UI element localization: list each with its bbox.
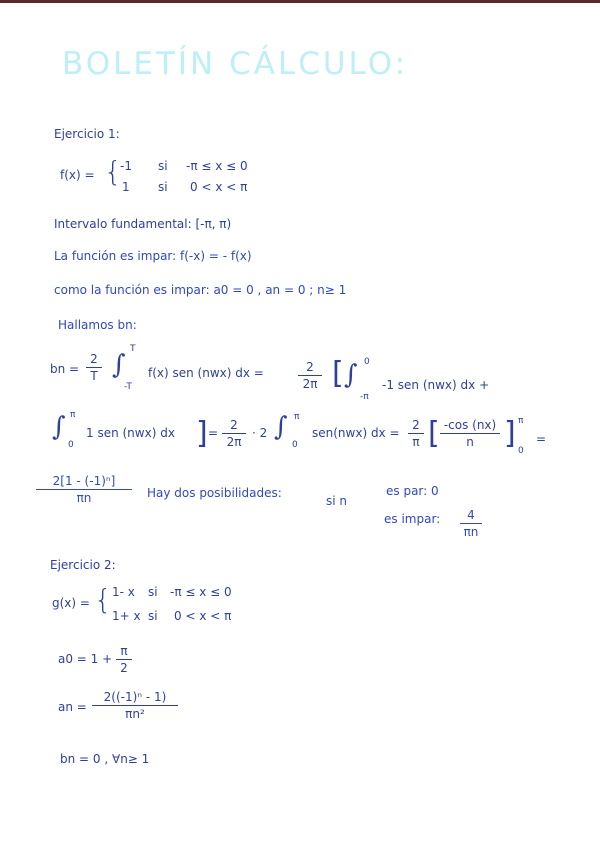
exercise-1-heading: Ejercicio 1: bbox=[54, 127, 120, 141]
exercise-2-heading: Ejercicio 2: bbox=[50, 558, 116, 572]
g-case1-condition: -π ≤ x ≤ 0 bbox=[170, 585, 232, 599]
close-bracket: ] bbox=[504, 416, 516, 451]
integral-sign: ∫ bbox=[274, 412, 288, 442]
integral-upper-limit: T bbox=[130, 344, 136, 354]
g-definition-lhs: g(x) = bbox=[52, 596, 90, 610]
f-definition-lhs: f(x) = bbox=[60, 168, 95, 182]
integral-sign: ∫ bbox=[344, 360, 358, 390]
denominator: πn bbox=[76, 491, 92, 505]
integral-upper-limit: π bbox=[70, 410, 76, 420]
fraction-an bbox=[92, 690, 178, 721]
case-even: es par: 0 bbox=[386, 484, 439, 498]
f-case1-condition: -π ≤ x ≤ 0 bbox=[186, 159, 248, 173]
g-case2-condition: 0 < x < π bbox=[174, 609, 232, 623]
fraction-pi-over-2 bbox=[116, 644, 132, 675]
a0-lhs: a0 = 1 + bbox=[58, 652, 113, 666]
odd-function-line: La función es impar: f(-x) = - f(x) bbox=[54, 249, 252, 263]
numerator: 2((-1)ⁿ - 1) bbox=[103, 690, 167, 704]
case-odd: es impar: bbox=[384, 512, 441, 526]
numerator: 4 bbox=[467, 508, 475, 522]
denominator: 2 bbox=[120, 661, 128, 675]
denominator: π bbox=[412, 435, 420, 449]
fraction-2-over-T bbox=[86, 352, 102, 383]
denominator: 2π bbox=[226, 435, 242, 449]
integral-lower-limit: 0 bbox=[292, 440, 298, 450]
g-case2-si: si bbox=[148, 609, 158, 623]
integral-lower-limit: -T bbox=[124, 382, 132, 392]
times-2: · 2 bbox=[252, 426, 268, 440]
bn-lhs: bn = bbox=[50, 362, 80, 376]
bn-result: bn = 0 , ∀n≥ 1 bbox=[60, 752, 150, 766]
piecewise-brace: { bbox=[94, 583, 112, 616]
numerator: 2 bbox=[230, 418, 238, 432]
integral-lower-limit: -π bbox=[360, 392, 369, 402]
denominator: T bbox=[90, 369, 98, 383]
integrand-3: 1 sen (nwx) dx bbox=[86, 426, 175, 440]
integrand-4: sen(nwx) dx = bbox=[312, 426, 400, 440]
si-n: si n bbox=[326, 494, 348, 508]
g-case2-value: 1+ x bbox=[112, 609, 141, 623]
f-case2-condition: 0 < x < π bbox=[190, 180, 248, 194]
f-case1-si: si bbox=[158, 159, 168, 173]
close-bracket: ] bbox=[196, 416, 208, 451]
f-case1-value: -1 bbox=[120, 159, 132, 173]
integrand-1: f(x) sen (nwx) dx = bbox=[148, 366, 264, 380]
denominator: πn bbox=[463, 525, 479, 539]
integral-sign: ∫ bbox=[52, 412, 66, 442]
denominator: πn² bbox=[125, 707, 145, 721]
numerator: 2 bbox=[90, 352, 98, 366]
integral-lower-limit: 0 bbox=[68, 440, 74, 450]
fraction-2-over-pi bbox=[408, 418, 424, 449]
fraction-4-over-pin bbox=[460, 508, 482, 539]
two-possibilities: Hay dos posibilidades: bbox=[147, 486, 282, 500]
numerator: -cos (nx) bbox=[443, 418, 497, 432]
f-case2-value: 1 bbox=[122, 180, 130, 194]
numerator: 2 bbox=[412, 418, 420, 432]
integral-sign: ∫ bbox=[112, 350, 126, 380]
evaluation-lower: 0 bbox=[518, 446, 524, 456]
fraction-cos-over-n bbox=[440, 418, 500, 449]
integral-upper-limit: 0 bbox=[364, 357, 370, 367]
top-border-line bbox=[0, 0, 600, 3]
numerator: 2[1 - (-1)ⁿ] bbox=[52, 474, 116, 488]
f-case2-si: si bbox=[158, 180, 168, 194]
open-bracket: [ bbox=[332, 356, 344, 391]
hallamos-bn: Hallamos bn: bbox=[58, 318, 137, 332]
fraction-2-over-2pi bbox=[298, 360, 322, 391]
numerator: π bbox=[120, 644, 128, 658]
evaluation-upper: π bbox=[518, 416, 524, 426]
equals: = bbox=[536, 432, 547, 446]
open-bracket: [ bbox=[428, 416, 440, 451]
numerator: 2 bbox=[306, 360, 314, 374]
result-fraction bbox=[36, 474, 132, 505]
fraction-2-over-2pi bbox=[222, 418, 246, 449]
piecewise-brace: { bbox=[104, 155, 122, 188]
interval-line: Intervalo fundamental: [-π, π) bbox=[54, 217, 232, 231]
an-lhs: an = bbox=[58, 700, 87, 714]
g-case1-value: 1- x bbox=[112, 585, 135, 599]
equals: = bbox=[208, 426, 219, 440]
integral-upper-limit: π bbox=[294, 412, 300, 422]
denominator: n bbox=[466, 435, 474, 449]
g-case1-si: si bbox=[148, 585, 158, 599]
page-title: BOLETÍN CÁLCULO: bbox=[62, 46, 409, 82]
coefficients-line: como la función es impar: a0 = 0 , an = 0 ; n≥ 1 bbox=[54, 283, 347, 297]
denominator: 2π bbox=[302, 377, 318, 391]
integrand-2: -1 sen (nwx) dx + bbox=[382, 378, 490, 392]
